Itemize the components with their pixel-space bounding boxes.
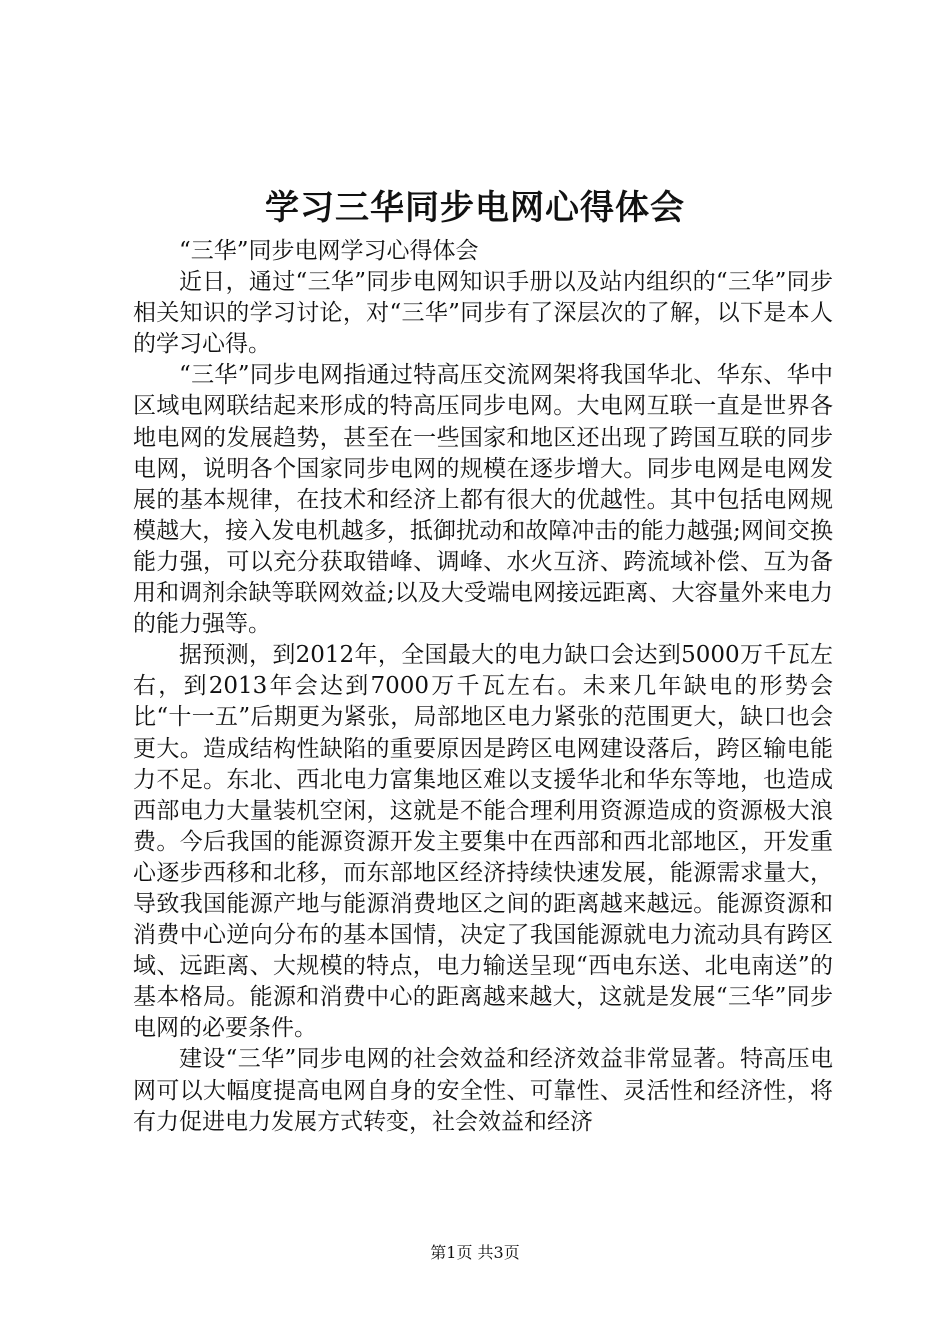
paragraph-forecast: 据预测，到2012年，全国最大的电力缺口会达到5000万千瓦左右，到2013年会达到7000万千瓦左右。未来几年缺电的形势会比“十一五”后期更为紧张，局部地区电力紧张的范围更大，缺口也会更大。造成结构性缺陷的重要原因是跨区电网建设落后，跨区输电能力不足。东北、西北电力富集地区难以支援华北和华东等地，也造成西部电力大量装机空闲，这就是不能合理利用资源造成的资源极大浪费。今后我国的能源资源开发主要集中在西部和西北部地区，开发重心逐步西移和北移，而东部地区经济持续快速发展，能源需求量大，导致我国能源产地与能源消费地区之间的距离越来越远。能源资源和消费中心逆向分布的基本国情，决定了我国能源就电力流动具有跨区域、远距离、大规模的特点，电力输送呈现“西电东送、北电南送”的基本格局。能源和消费中心的距离越来越大，这就是发展“三华”同步电网的必要条件。: [133, 642, 833, 1042]
document-body: [133, 236, 833, 1138]
document-title: 学习三华同步电网心得体会: [265, 188, 685, 228]
page-number-footer: 第1页 共3页: [430, 1243, 520, 1262]
paragraph-intro: 近日，通过“三华”同步电网知识手册以及站内组织的“三华”同步相关知识的学习讨论，对“三华”同步有了深层次的了解，以下是本人的学习心得。: [133, 269, 833, 358]
paragraph-benefits: 建设“三华”同步电网的社会效益和经济效益非常显著。特高压电网可以大幅度提高电网自身的安全性、可靠性、灵活性和经济性，将有力促进电力发展方式转变，社会效益和经济: [133, 1046, 833, 1135]
paragraph-definition: “三华”同步电网指通过特高压交流网架将我国华北、华东、华中区域电网联结起来形成的特高压同步电网。大电网互联一直是世界各地电网的发展趋势，甚至在一些国家和地区还出现了跨国互联的同步电网，说明各个国家同步电网的规模在逐步增大。同步电网是电网发展的基本规律，在技术和经济上都有很大的优越性。其中包括电网规模越大，接入发电机越多，抵御扰动和故障冲击的能力越强;网间交换能力强，可以充分获取错峰、调峰、水火互济、跨流域补偿、互为备用和调剂余缺等联网效益;以及大受端电网接远距离、大容量外来电力的能力强等。: [133, 362, 833, 638]
paragraph-subtitle: “三华”同步电网学习心得体会: [179, 238, 479, 264]
